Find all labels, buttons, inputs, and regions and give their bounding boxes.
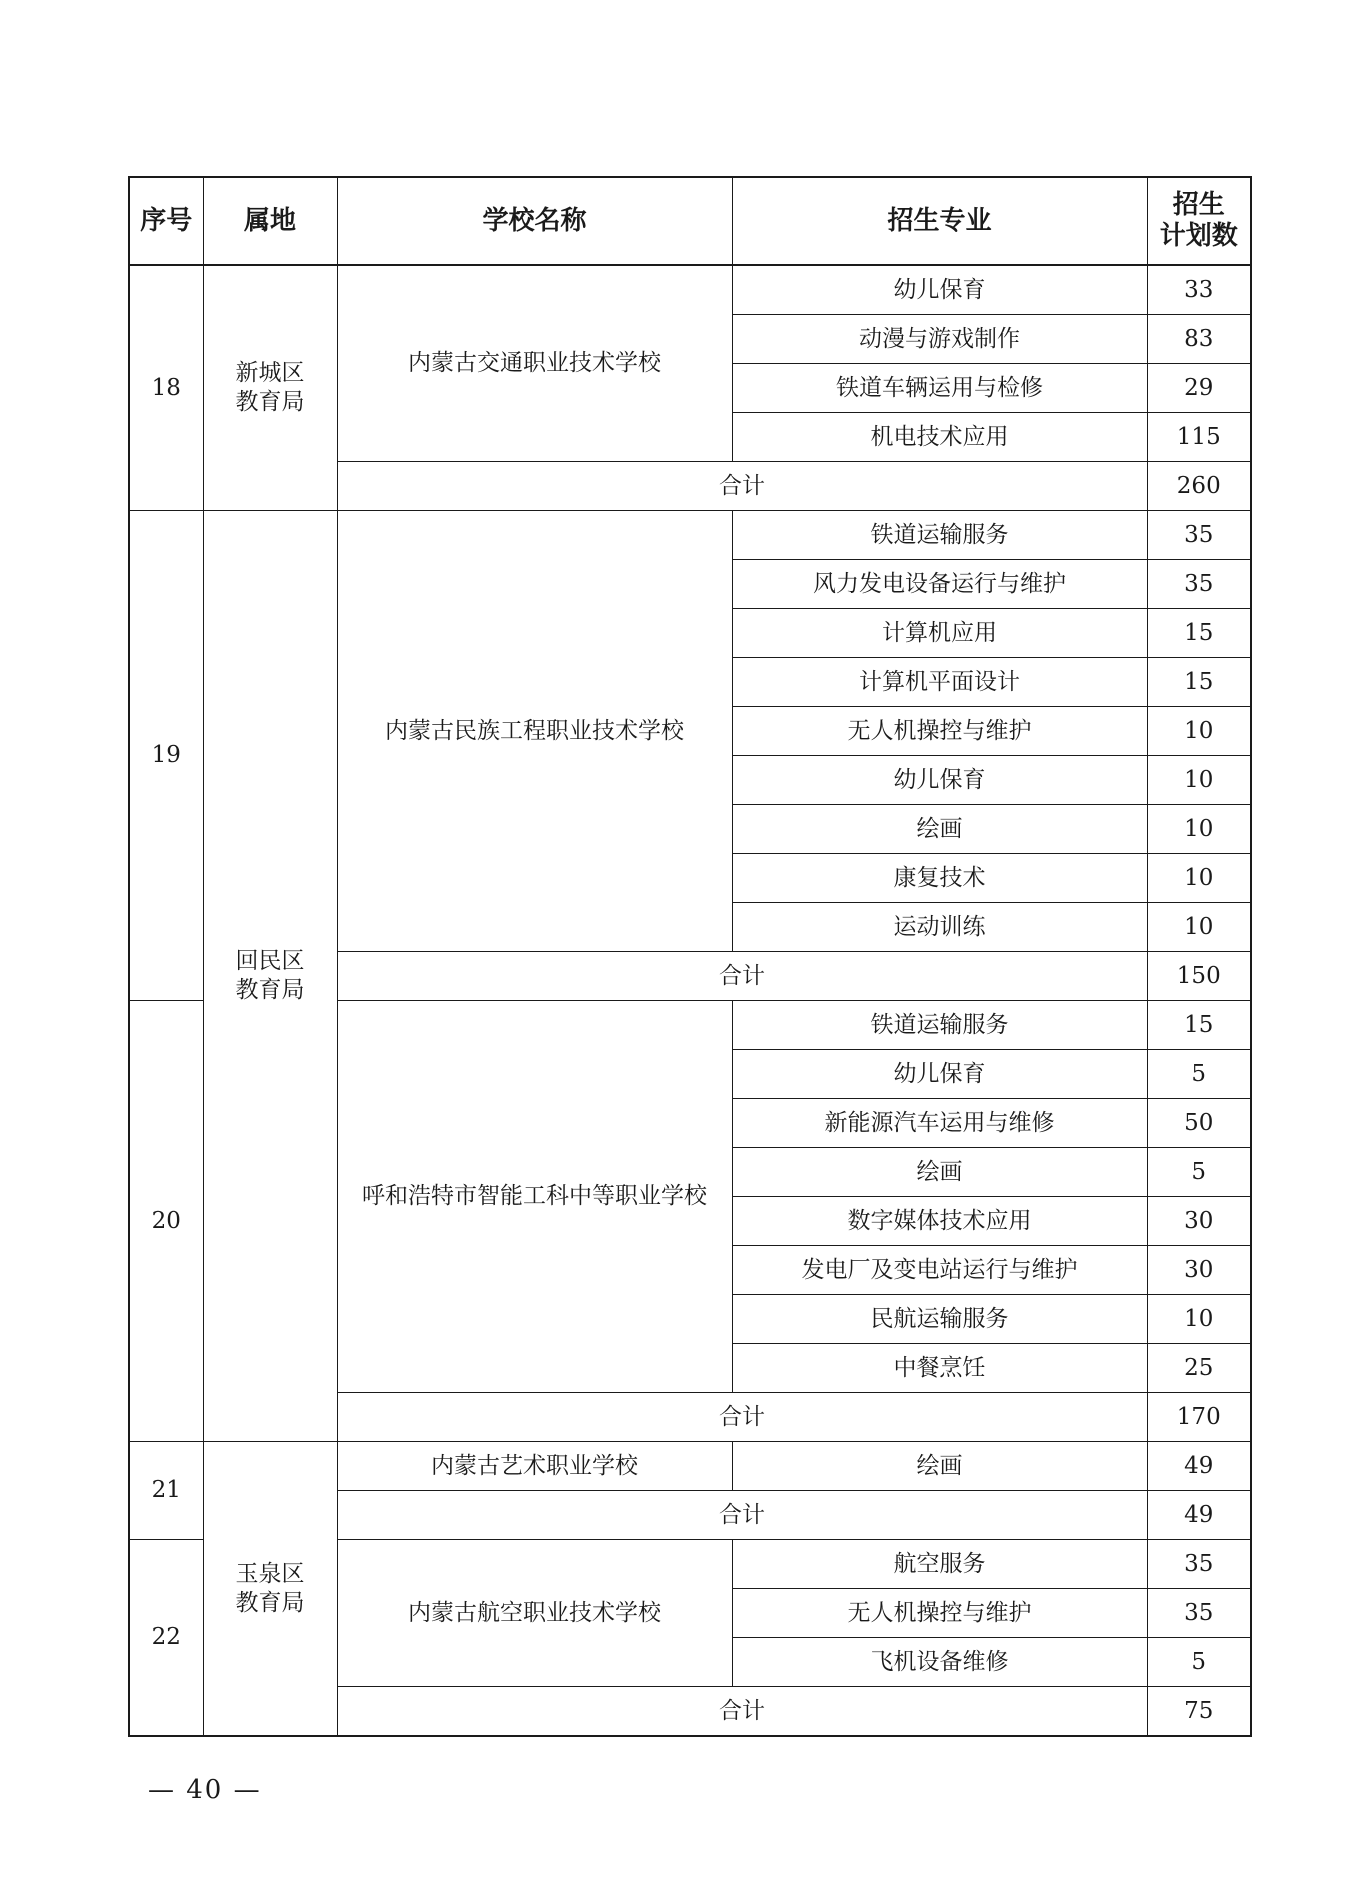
major-cell: 发电厂及变电站运行与维护 [732,1246,1147,1295]
school-cell: 内蒙古航空职业技术学校 [337,1540,732,1687]
subtotal-label: 合计 [337,952,1147,1001]
subtotal-value: 150 [1147,952,1251,1001]
major-cell: 飞机设备维修 [732,1638,1147,1687]
major-cell: 数字媒体技术应用 [732,1197,1147,1246]
seq-cell: 18 [129,265,203,511]
quota-cell: 5 [1147,1050,1251,1099]
quota-cell: 49 [1147,1442,1251,1491]
school-cell: 内蒙古民族工程职业技术学校 [337,511,732,952]
quota-cell: 83 [1147,315,1251,364]
major-cell: 绘画 [732,805,1147,854]
quota-cell: 29 [1147,364,1251,413]
major-cell: 绘画 [732,1442,1147,1491]
major-cell: 航空服务 [732,1540,1147,1589]
quota-cell: 35 [1147,1589,1251,1638]
quota-cell: 30 [1147,1197,1251,1246]
table-header-row [129,177,1251,265]
quota-cell: 10 [1147,903,1251,952]
header-school: 学校名称 [337,177,732,265]
major-cell: 铁道运输服务 [732,1001,1147,1050]
major-cell: 计算机应用 [732,609,1147,658]
subtotal-value: 75 [1147,1687,1251,1737]
quota-cell: 30 [1147,1246,1251,1295]
seq-cell: 20 [129,1001,203,1442]
enrollment-plan-table [128,176,1252,1737]
quota-cell: 5 [1147,1148,1251,1197]
subtotal-label: 合计 [337,1393,1147,1442]
quota-cell: 25 [1147,1344,1251,1393]
quota-cell: 15 [1147,658,1251,707]
subtotal-label: 合计 [337,462,1147,511]
major-cell: 动漫与游戏制作 [732,315,1147,364]
quota-cell: 10 [1147,805,1251,854]
school-cell: 呼和浩特市智能工科中等职业学校 [337,1001,732,1393]
quota-cell: 50 [1147,1099,1251,1148]
major-cell: 风力发电设备运行与维护 [732,560,1147,609]
quota-cell: 15 [1147,1001,1251,1050]
quota-cell: 15 [1147,609,1251,658]
school-cell: 内蒙古艺术职业学校 [337,1442,732,1491]
subtotal-value: 49 [1147,1491,1251,1540]
major-cell: 无人机操控与维护 [732,707,1147,756]
quota-cell: 10 [1147,707,1251,756]
quota-cell: 10 [1147,854,1251,903]
quota-cell: 33 [1147,265,1251,315]
table-row [129,511,1251,560]
major-cell: 无人机操控与维护 [732,1589,1147,1638]
quota-cell: 10 [1147,1295,1251,1344]
major-cell: 幼儿保育 [732,756,1147,805]
district-cell: 回民区 教育局 [203,511,337,1442]
subtotal-label: 合计 [337,1491,1147,1540]
major-cell: 铁道运输服务 [732,511,1147,560]
quota-cell: 10 [1147,756,1251,805]
subtotal-label: 合计 [337,1687,1147,1737]
major-cell: 民航运输服务 [732,1295,1147,1344]
major-cell: 运动训练 [732,903,1147,952]
seq-cell: 22 [129,1540,203,1737]
major-cell: 幼儿保育 [732,1050,1147,1099]
major-cell: 幼儿保育 [732,265,1147,315]
district-cell: 新城区 教育局 [203,265,337,511]
major-cell: 计算机平面设计 [732,658,1147,707]
major-cell: 康复技术 [732,854,1147,903]
subtotal-value: 170 [1147,1393,1251,1442]
quota-cell: 35 [1147,511,1251,560]
subtotal-value: 260 [1147,462,1251,511]
major-cell: 绘画 [732,1148,1147,1197]
page-number: — 40 — [148,1775,262,1805]
school-cell: 内蒙古交通职业技术学校 [337,265,732,462]
header-district: 属地 [203,177,337,265]
header-seq: 序号 [129,177,203,265]
major-cell: 中餐烹饪 [732,1344,1147,1393]
header-quota: 招生 计划数 [1147,177,1251,265]
major-cell: 铁道车辆运用与检修 [732,364,1147,413]
major-cell: 新能源汽车运用与维修 [732,1099,1147,1148]
table-row [129,265,1251,315]
seq-cell: 19 [129,511,203,1001]
quota-cell: 115 [1147,413,1251,462]
header-major: 招生专业 [732,177,1147,265]
table-row [129,1442,1251,1491]
quota-cell: 35 [1147,1540,1251,1589]
district-cell: 玉泉区 教育局 [203,1442,337,1737]
quota-cell: 35 [1147,560,1251,609]
quota-cell: 5 [1147,1638,1251,1687]
major-cell: 机电技术应用 [732,413,1147,462]
seq-cell: 21 [129,1442,203,1540]
